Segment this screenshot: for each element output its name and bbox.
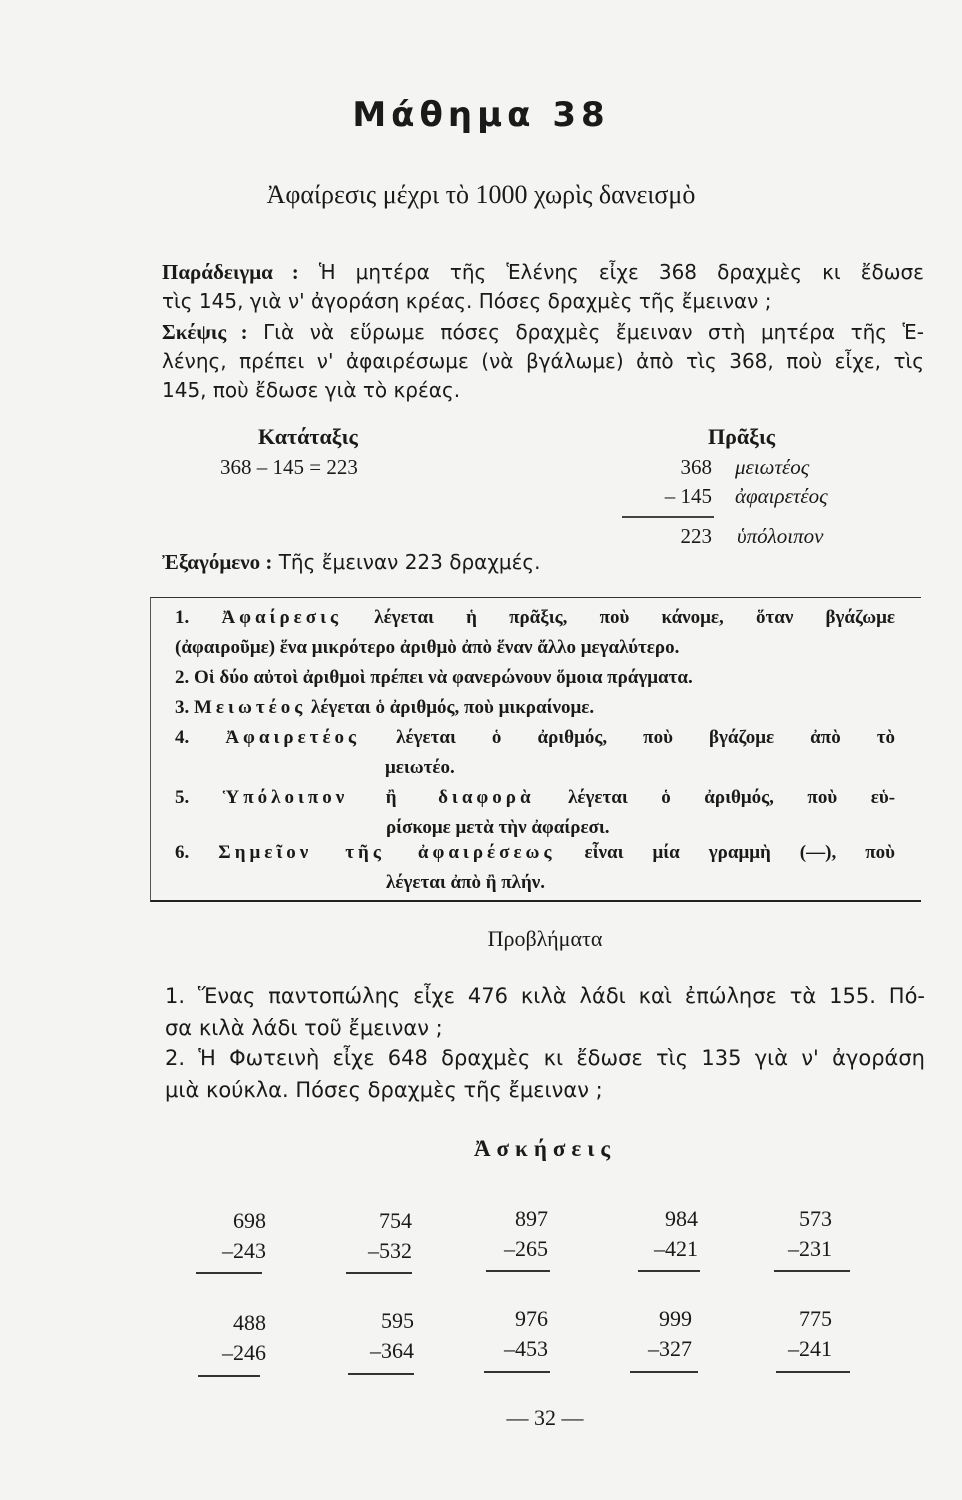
exercise-7-top: 595 [381,1308,414,1333]
exercise-7-underline [348,1373,414,1375]
rule-2-line-1: Οἱ δύο αὐτοὶ ἀριθμοὶ πρέπει νὰ φανερώνουν ὅμοια πράγματα. [194,667,693,688]
exercise-2-bottom: –532 [368,1238,412,1263]
exercise-4-underline [638,1270,700,1272]
rule-5 [175,783,895,843]
exercise-4-top: 984 [665,1206,698,1231]
example-line-2: τὶς 145, γιὰ ν' ἀγοράση κρέας. Πόσες δραχμὲς τῆς ἔμειναν ; [162,289,772,313]
thought-line-3: 145, ποὺ ἔδωσε γιὰ τὸ κρέας. [162,378,461,402]
operation-subtrahend-label: ἀφαιρετέος [735,484,828,508]
thought-line-1: Γιὰ νὰ εὕρωμε πόσες δραχμὲς ἔμειναν στὴ μητέρα τῆς Ἑ- [263,320,924,344]
exercise-8-bottom: –453 [504,1336,548,1361]
exercise-7-bottom: –364 [370,1338,414,1363]
problem-1-line-1: 1. Ἕνας παντοπώλης εἶχε 476 κιλὰ λάδι καὶ ἐπώλησε τὰ 155. Πό- [165,984,925,1008]
exercise-6-underline [198,1375,260,1377]
operation-remainder-label: ὑπόλοιπον [737,524,824,548]
exercise-5-bottom: –231 [788,1236,832,1261]
exercise-5-top: 573 [799,1206,832,1231]
exercise-1-underline [196,1272,262,1274]
rule-1-line-2: (ἀφαιροῦμε) ἕνα μικρότερο ἀριθμὸ ἀπὸ ἕναν ἄλλο μεγαλύτερο. [175,637,680,658]
exercise-9-underline [630,1371,698,1373]
rule-4 [175,723,895,783]
problem-2 [165,1042,925,1106]
rule-3 [175,693,895,723]
exercise-5-underline [774,1270,850,1272]
page-number: — 32 — [506,1405,584,1430]
result-label: Ἐξαγόμενο : [162,550,273,574]
exercise-1-bottom: –243 [222,1238,266,1263]
problem-2-line-1: 2. Ἡ Φωτεινὴ εἶχε 648 δραχμὲς κι ἔδωσε τὶς 135 γιὰ ν' ἀγοράση [165,1046,925,1070]
thought-paragraph [162,318,924,405]
example-line-1: Ἡ μητέρα τῆς Ἑλένης εἶχε 368 δραχμὲς κι ἔδωσε [318,260,924,284]
exercise-6-top: 488 [233,1310,266,1335]
rule-3-term: Μειωτέος [194,697,307,718]
example-label: Παράδειγμα : [162,260,299,284]
rule-5-number: 5. [175,787,190,808]
exercise-10-bottom: –241 [788,1336,832,1361]
rule-6-term: Σημεῖον τῆς ἀφαιρέσεως [218,842,556,863]
exercise-2-top: 754 [379,1208,412,1233]
rule-1-term: Ἀφαίρεσις [221,607,343,628]
exercise-3-top: 897 [515,1206,548,1231]
exercise-8-top: 976 [515,1306,548,1331]
rule-3-line-1: λέγεται ὁ ἀριθμός, ποὺ μικραίνομε. [310,697,595,718]
rule-4-number: 4. [175,727,190,748]
operation-minuend: 368 [680,455,712,479]
exercise-6-bottom: –246 [222,1340,266,1365]
problems-heading: Προβλήματα [487,926,603,951]
result-text: Τῆς ἔμειναν 223 δραχμές. [278,550,541,574]
rule-1-line-1: λέγεται ἡ πρᾶξις, ποὺ κάνομε, ὅταν βγάζωμε [374,607,895,628]
operation-minuend-label: μειωτέος [735,455,810,479]
rule-5-line-2: ρίσκομε μετὰ τὴν ἀφαίρεσι. [386,817,610,838]
exercise-2-underline [346,1272,412,1274]
operation-underline [622,516,714,518]
rule-6-number: 6. [175,842,190,863]
rule-1-number: 1. [175,607,190,628]
operation-subtrahend: – 145 [664,484,712,508]
problem-1 [165,980,925,1044]
operation-remainder: 223 [680,524,712,548]
rule-2-number: 2. [175,667,190,688]
operation-heading: Πρᾶξις [708,424,776,449]
rule-2 [175,663,895,693]
rule-6 [175,838,895,898]
exercise-3-bottom: –265 [504,1236,548,1261]
rule-5-line-1: λέγεται ὁ ἀριθμός, ποὺ εὑ- [568,787,896,808]
exercise-9-top: 999 [659,1306,692,1331]
rule-1 [175,603,895,663]
rule-6-line-2: λέγεται ἀπὸ ἢ πλήν. [386,872,546,893]
problem-1-line-2: σα κιλὰ λάδι τοῦ ἔμειναν ; [165,1016,443,1040]
arrangement-heading: Κατάταξις [258,424,358,449]
exercise-10-underline [776,1371,850,1373]
exercise-1-top: 698 [233,1208,266,1233]
rule-4-term: Ἀφαιρετέος [225,727,361,748]
result-line [162,548,924,577]
exercise-10-top: 775 [799,1306,832,1331]
exercise-4-bottom: –421 [654,1236,698,1261]
example-paragraph [162,258,924,316]
rule-4-line-2: μειωτέο. [385,757,455,778]
exercise-3-underline [486,1270,550,1272]
problem-2-line-2: μιὰ κούκλα. Πόσες δραχμὲς τῆς ἔμειναν ; [165,1078,603,1102]
thought-label: Σκέψις : [162,320,248,344]
exercises-heading: Ἀσκήσεις [473,1136,617,1161]
rule-3-number: 3. [175,697,190,718]
page-subtitle: Ἀφαίρεσις μέχρι τὸ 1000 χωρὶς δανεισμὸ [266,180,696,209]
rule-4-line-1: λέγεται ὁ ἀριθμός, ποὺ βγάζομε ἀπὸ τὸ [396,727,896,748]
arrangement-equation: 368 – 145 = 223 [220,455,358,479]
rule-6-line-1: εἶναι μία γραμμὴ (—), ποὺ [584,842,896,863]
thought-line-2: λένης, πρέπει ν' ἀφαιρέσωμε (νὰ βγάλωμε) ἀπὸ τὶς 368, ποὺ εἶχε, τὶς [162,349,924,373]
rule-5-term: Ὑπόλοιπον ἢ διαφορὰ [222,787,535,808]
exercise-8-underline [484,1371,550,1373]
page-title: Μάθημα 38 [352,95,610,135]
exercise-9-bottom: –327 [648,1336,692,1361]
